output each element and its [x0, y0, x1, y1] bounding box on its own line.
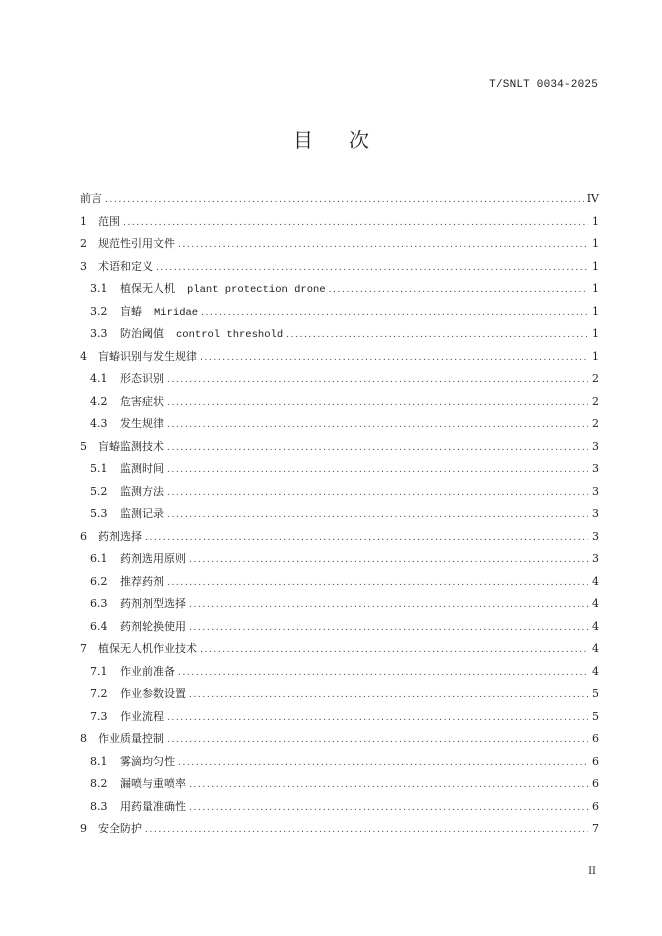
title-char-2: 次 — [349, 128, 369, 152]
toc-entry-title: 作业参数设置 — [120, 687, 186, 700]
toc-entry[interactable] — [80, 280, 599, 303]
toc-entry-title: 作业流程 — [120, 709, 164, 723]
dot-leader — [189, 623, 588, 633]
toc-entry-number: 3.1 — [90, 282, 108, 295]
toc-entry[interactable] — [80, 235, 599, 258]
toc-entry-page: 7 — [592, 822, 599, 835]
toc-entry-title: 安全防护 — [98, 822, 142, 835]
toc-entry-page: 1 — [592, 237, 599, 250]
toc-entry-title: 药剂剂型选择 — [120, 597, 186, 610]
toc-entry-page: 6 — [592, 799, 599, 813]
toc-entry[interactable] — [80, 663, 599, 686]
dot-leader — [167, 465, 588, 475]
toc-entry[interactable] — [80, 415, 599, 438]
title-char-1: 目 — [293, 128, 313, 152]
dot-leader — [167, 375, 588, 385]
toc-entry[interactable] — [80, 460, 599, 483]
dot-leader — [178, 240, 588, 250]
dot-leader — [200, 353, 588, 363]
toc-entry-title: 形态识别 — [120, 372, 164, 385]
dot-leader — [178, 668, 588, 678]
toc-entry-number: 7 — [80, 642, 87, 655]
toc-entry-english-term: plant protection drone — [187, 284, 326, 296]
toc-entry[interactable] — [80, 820, 599, 843]
toc-entry[interactable] — [80, 190, 599, 213]
toc-entry[interactable] — [80, 640, 599, 663]
toc-entry-title: 盲蝽识别与发生规律 — [98, 349, 197, 363]
dot-leader — [178, 758, 588, 768]
toc-entry-page: 3 — [592, 552, 599, 565]
toc-entry[interactable] — [80, 258, 599, 281]
document-code: T/SNLT 0034-2025 — [489, 79, 598, 91]
toc-entry[interactable] — [80, 753, 599, 776]
toc-entry-page: 1 — [592, 304, 599, 318]
table-of-contents — [80, 190, 599, 843]
toc-entry-page: 1 — [592, 349, 599, 363]
toc-entry-number: 8.2 — [90, 777, 108, 790]
toc-entry-page: 1 — [592, 259, 599, 273]
dot-leader — [167, 488, 588, 498]
toc-entry-number: 6.4 — [90, 619, 108, 633]
toc-entry-page: IV — [586, 192, 599, 205]
toc-entry-title: 作业质量控制 — [98, 732, 164, 745]
toc-entry[interactable] — [80, 505, 599, 528]
toc-entry-title: 漏喷与重喷率 — [120, 777, 186, 790]
toc-entry-english-term: Miridae — [154, 306, 199, 319]
toc-entry-page: 4 — [592, 664, 599, 678]
toc-entry-number: 5.1 — [90, 462, 108, 475]
dot-leader — [201, 308, 588, 318]
toc-entry[interactable] — [80, 798, 599, 821]
toc-entry-title: 植保无人机 — [120, 282, 175, 295]
toc-entry-number: 5 — [80, 439, 87, 453]
toc-entry-number: 7.2 — [90, 687, 108, 700]
toc-entry[interactable] — [80, 438, 599, 461]
dot-leader — [167, 398, 588, 408]
dot-leader — [167, 510, 588, 520]
dot-leader — [167, 735, 588, 745]
dot-leader — [167, 443, 588, 453]
toc-entry[interactable] — [80, 685, 599, 708]
dot-leader — [189, 555, 588, 565]
dot-leader — [156, 263, 588, 273]
toc-entry[interactable] — [80, 303, 599, 326]
toc-entry-number: 3.2 — [90, 304, 108, 318]
toc-entry[interactable] — [80, 573, 599, 596]
toc-entry-page: 6 — [592, 777, 599, 790]
toc-entry-page: 1 — [592, 282, 599, 295]
toc-entry-title: 作业前准备 — [120, 664, 175, 678]
toc-entry-page: 1 — [592, 214, 599, 228]
dot-leader — [286, 330, 588, 340]
toc-entry-page: 2 — [592, 394, 599, 408]
toc-entry-page: 2 — [592, 372, 599, 385]
toc-entry-page: 4 — [592, 597, 599, 610]
dot-leader — [123, 218, 588, 228]
toc-entry-number: 5.2 — [90, 484, 108, 498]
toc-entry[interactable] — [80, 550, 599, 573]
dot-leader — [145, 533, 588, 543]
toc-entry-page: 3 — [592, 484, 599, 498]
toc-entry-page: 6 — [592, 754, 599, 768]
toc-entry-number: 4 — [80, 349, 87, 363]
toc-entry-title: 危害症状 — [120, 394, 164, 408]
dot-leader — [189, 690, 588, 700]
toc-entry-title: 防治阈值 — [120, 327, 164, 340]
toc-entry-title: 监测方法 — [120, 484, 164, 498]
toc-entry-page: 3 — [592, 462, 599, 475]
toc-entry-title: 药剂选择 — [98, 529, 142, 543]
toc-entry-title: 规范性引用文件 — [98, 237, 175, 250]
page-number: II — [588, 866, 596, 877]
toc-entry-number: 4.1 — [90, 372, 108, 385]
toc-entry-page: 2 — [592, 417, 599, 430]
toc-entry[interactable] — [80, 393, 599, 416]
toc-entry-title: 盲蝽 — [120, 304, 142, 318]
dot-leader — [189, 803, 588, 813]
toc-entry-english-term: control threshold — [176, 329, 284, 341]
toc-entry[interactable] — [80, 370, 599, 393]
toc-entry-title: 雾滴均匀性 — [120, 754, 175, 768]
toc-entry[interactable] — [80, 213, 599, 236]
toc-entry-number: 3 — [80, 259, 87, 273]
toc-entry-page: 3 — [592, 529, 599, 543]
toc-entry-title: 药剂轮换使用 — [120, 619, 186, 633]
dot-leader — [329, 285, 588, 295]
toc-entry-number: 4.3 — [90, 417, 108, 430]
toc-entry-title: 推荐药剂 — [120, 574, 164, 588]
toc-entry-number: 8.1 — [90, 754, 108, 768]
toc-entry-title: 术语和定义 — [98, 259, 153, 273]
dot-leader — [167, 713, 588, 723]
dot-leader — [189, 780, 588, 790]
toc-entry-number: 5.3 — [90, 507, 108, 520]
toc-entry[interactable] — [80, 528, 599, 551]
toc-entry-title: 监测时间 — [120, 462, 164, 475]
toc-entry-number: 9 — [80, 822, 87, 835]
toc-entry-title: 用药量准确性 — [120, 799, 186, 813]
toc-entry[interactable] — [80, 618, 599, 641]
toc-entry[interactable] — [80, 708, 599, 731]
dot-leader — [189, 600, 588, 610]
dot-leader — [167, 420, 588, 430]
toc-entry[interactable] — [80, 348, 599, 371]
toc-entry-number: 7.1 — [90, 664, 108, 678]
dot-leader — [200, 645, 588, 655]
toc-entry-page: 6 — [592, 732, 599, 745]
toc-title — [0, 124, 662, 153]
toc-entry-title: 发生规律 — [120, 417, 164, 430]
toc-entry[interactable] — [80, 595, 599, 618]
toc-entry-title: 监测记录 — [120, 507, 164, 520]
dot-leader — [167, 578, 588, 588]
toc-entry-page: 5 — [592, 687, 599, 700]
toc-entry-title: 植保无人机作业技术 — [98, 642, 197, 655]
toc-entry[interactable] — [80, 325, 599, 348]
toc-entry[interactable] — [80, 483, 599, 506]
toc-entry-number: 4.2 — [90, 394, 108, 408]
toc-entry-page: 4 — [592, 619, 599, 633]
toc-entry-number: 3.3 — [90, 327, 108, 340]
toc-entry-number: 6.1 — [90, 552, 108, 565]
toc-entry-page: 3 — [592, 507, 599, 520]
toc-entry[interactable] — [80, 775, 599, 798]
toc-entry-number: 8 — [80, 732, 87, 745]
toc-entry-page: 4 — [592, 574, 599, 588]
toc-entry-page: 4 — [592, 642, 599, 655]
toc-entry-title: 前言 — [80, 192, 102, 205]
toc-entry-title: 范围 — [98, 214, 120, 228]
dot-leader — [105, 195, 584, 205]
toc-entry-title: 药剂选用原则 — [120, 552, 186, 565]
toc-entry-page: 1 — [592, 327, 599, 340]
toc-entry-title: 盲蝽监测技术 — [98, 439, 164, 453]
toc-entry-page: 3 — [592, 439, 599, 453]
toc-entry-number: 6.3 — [90, 597, 108, 610]
toc-entry-number: 6 — [80, 529, 87, 543]
toc-entry-number: 1 — [80, 214, 87, 228]
dot-leader — [145, 825, 588, 835]
toc-entry-number: 2 — [80, 237, 87, 250]
toc-entry-number: 7.3 — [90, 709, 108, 723]
toc-entry-page: 5 — [592, 709, 599, 723]
toc-entry[interactable] — [80, 730, 599, 753]
toc-entry-number: 6.2 — [90, 574, 108, 588]
toc-entry-number: 8.3 — [90, 799, 108, 813]
